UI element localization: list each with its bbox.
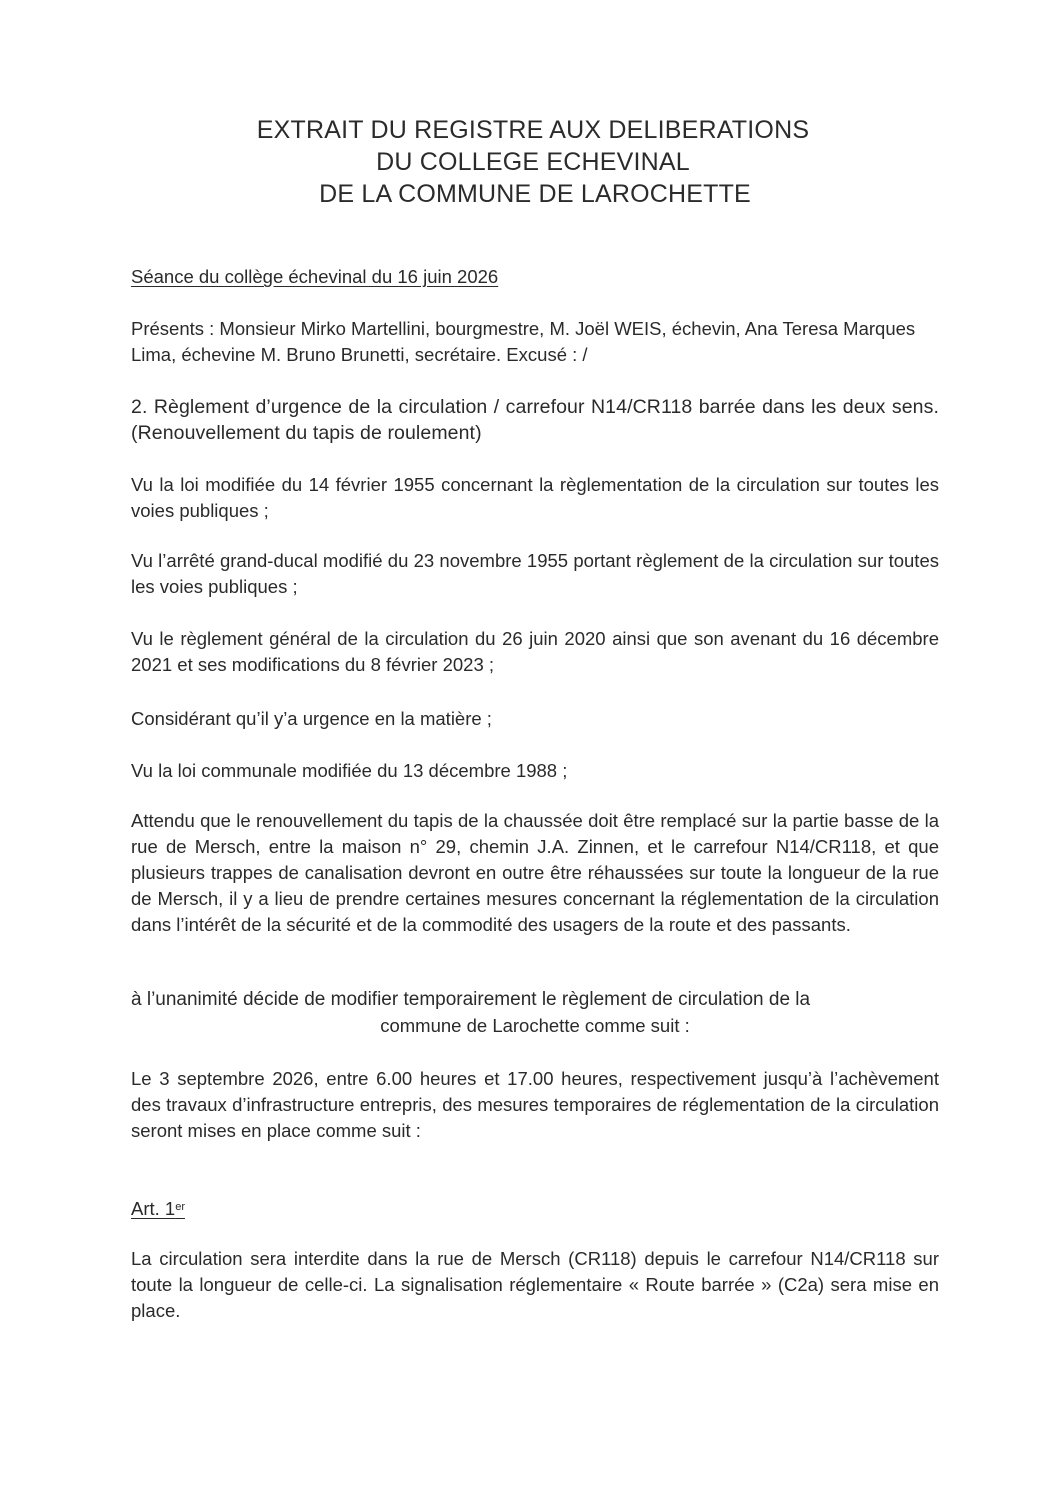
decision-bold-text: à l’unanimité décide de modifier temporairement le règlement de circulation bbox=[131, 989, 764, 1010]
paragraph-reglement-2020: Vu le règlement général de la circulation du 26 juin 2020 ainsi que son avenant du 16 décembre 2021 et ses modifications du 8 février 2023 ; bbox=[131, 628, 939, 675]
decision-rest-text: de la bbox=[763, 989, 811, 1010]
paragraph-loi-communale: Vu la loi communale modifiée du 13 décembre 1988 ; bbox=[131, 760, 568, 781]
decision-statement bbox=[131, 986, 939, 1039]
article-label: Art. 1 bbox=[131, 1198, 176, 1219]
article-1-text: La circulation sera interdite dans la rue de Mersch (CR118) depuis le carrefour N14/CR118 sur toute la longueur de celle-ci. La signalisation réglementaire « Route barrée » (C2a) sera mise en place. bbox=[131, 1248, 939, 1321]
article-heading bbox=[131, 1196, 939, 1222]
decision-line-2: commune de Larochette comme suit : bbox=[380, 1015, 690, 1036]
title-line-3: DE LA COMMUNE DE LAROCHETTE bbox=[319, 180, 751, 208]
agenda-item-title bbox=[131, 394, 939, 446]
paragraph-attendu: Attendu que le renouvellement du tapis de la chaussée doit être remplacé sur la partie basse de la rue de Mersch, entre la maison n° 29, chemin J.A. Zinnen, et le carrefour N14/CR118, et que plusieurs trappes de canalisation devront en outre être réhaussées sur toute la longueur de la rue de Mersch, il y a lieu de prendre certaines mesures concernant la réglementation de la circulation dans l’intérêt de la sécurité et de la commodité des usagers de la route et des passants. bbox=[131, 810, 939, 935]
paragraph-arrete-1955: Vu l’arrêté grand-ducal modifié du 23 novembre 1955 portant règlement de la circulation sur toutes les voies publiques ; bbox=[131, 550, 939, 597]
paragraph-urgence: Considérant qu’il y’a urgence en la matière ; bbox=[131, 708, 492, 729]
document-title bbox=[0, 114, 1058, 210]
title-line-2: DU COLLEGE ECHEVINAL bbox=[376, 148, 690, 176]
measures-intro: Le 3 septembre 2026, entre 6.00 heures et 17.00 heures, respectivement jusqu’à l’achèvement des travaux d’infrastructure entrepris, des mesures temporaires de réglementation de la circulation seront mises en place comme suit : bbox=[131, 1068, 939, 1141]
agenda-item-title-text: 2. Règlement d’urgence de la circulation / carrefour N14/CR118 barrée dans les deux sens. (Renouvellement du tapis de roulement) bbox=[131, 396, 939, 444]
presents-paragraph: Présents : Monsieur Mirko Martellini, bourgmestre, M. Joël WEIS, échevin, Ana Teresa Marques Lima, échevine M. Bruno Brunetti, secrétaire. Excusé : / bbox=[131, 318, 916, 365]
session-heading: Séance du collège échevinal du 16 juin 2026 bbox=[131, 266, 499, 287]
article-sup: er bbox=[175, 1201, 185, 1213]
paragraph-loi-1955: Vu la loi modifiée du 14 février 1955 concernant la règlementation de la circulation sur toutes les voies publiques ; bbox=[131, 474, 939, 521]
title-line-1: EXTRAIT DU REGISTRE AUX DELIBERATIONS bbox=[256, 116, 810, 144]
